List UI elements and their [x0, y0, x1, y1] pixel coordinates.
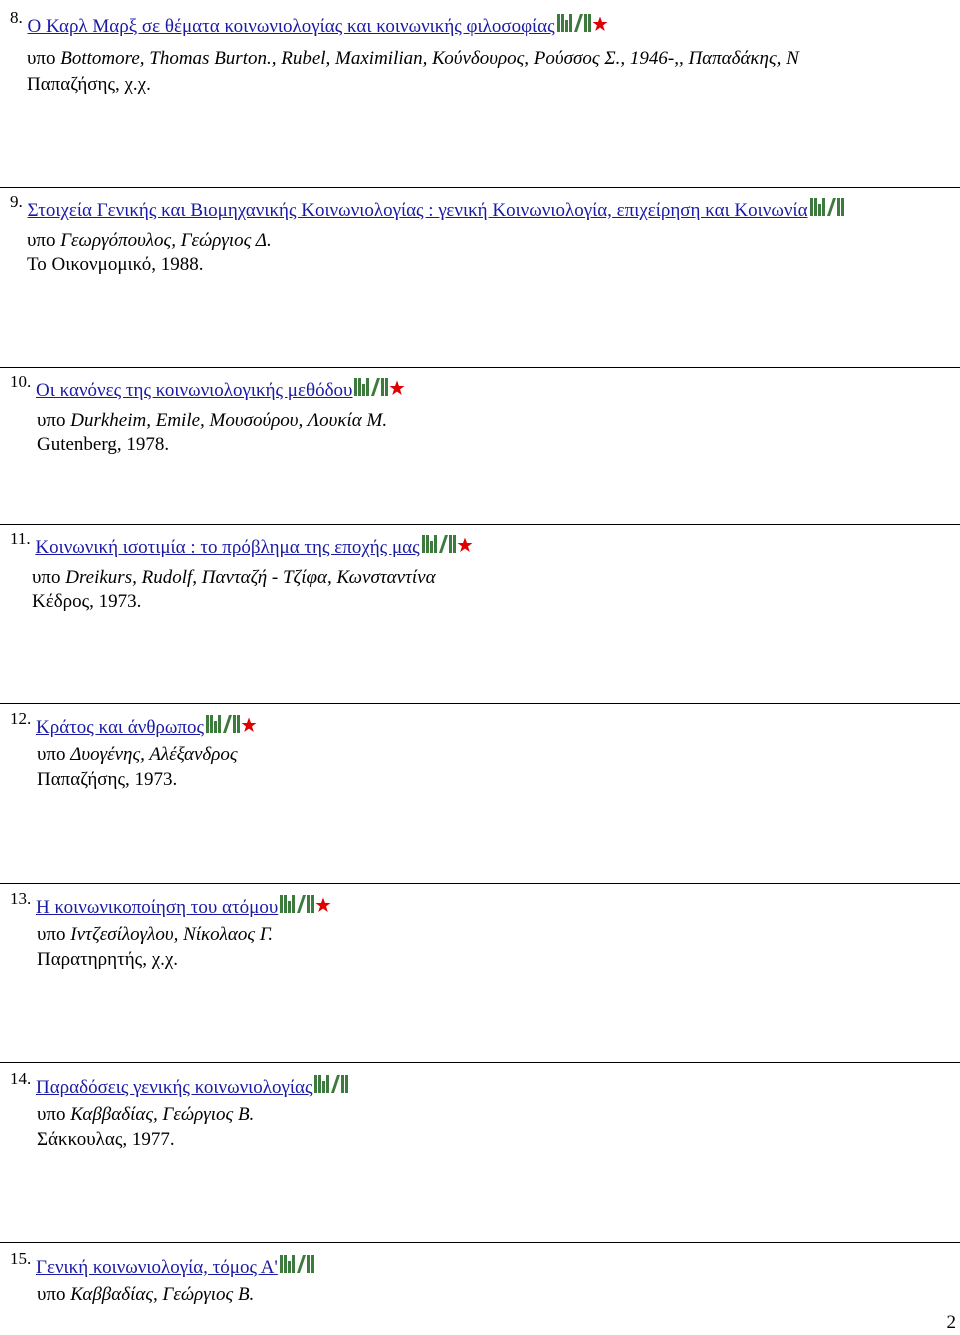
entry-number: 9. — [10, 192, 23, 211]
entry-title-link[interactable]: Στοιχεία Γενικής και Βιομηχανικής Κοινωνιολογίας : γενική Κοινωνιολογία, επιχείρηση και Κοινωνία — [27, 200, 808, 221]
separator — [0, 883, 960, 884]
entry-authors: υπο Δυογένης, Αλέξανδρος — [37, 744, 238, 765]
entry-authors: υπο Καββαδίας, Γεώργιος Β. — [37, 1104, 255, 1125]
entry-number: 14. — [10, 1069, 32, 1088]
star-icon — [315, 896, 331, 920]
entry-title-link[interactable]: Κράτος και άνθρωπος — [36, 717, 205, 738]
entry-number: 10. — [10, 372, 32, 391]
entry-number: 11. — [10, 529, 31, 548]
library-logo-icon[interactable] — [280, 893, 314, 922]
separator — [0, 703, 960, 704]
library-logo-icon[interactable] — [810, 196, 844, 225]
star-icon — [592, 15, 608, 39]
entry-authors: υπο Durkheim, Emile, Μουσούρου, Λουκία Μ. — [37, 410, 388, 431]
entry-publisher: Σάκκουλας, 1977. — [37, 1129, 175, 1150]
entry-number: 15. — [10, 1249, 32, 1268]
entry-title-link[interactable]: Κοινωνική ισοτιμία : το πρόβλημα της εποχής μας — [35, 537, 420, 558]
library-logo-icon[interactable] — [314, 1073, 348, 1102]
entry-publisher: Παπαζήσης, 1973. — [37, 769, 178, 790]
entry-publisher: Το Οικονμομικό, 1988. — [27, 254, 204, 275]
library-logo-icon[interactable] — [280, 1253, 314, 1282]
entry-authors: υπο Bottomore, Thomas Burton., Rubel, Maximilian, Κούνδουρος, Ρούσσος Σ., 1946-,, Παπαδάκης, Ν — [27, 48, 799, 69]
separator — [0, 187, 960, 188]
entry-authors: υπο Ιντζεσίλογλου, Νίκολαος Γ. — [37, 924, 273, 945]
entry-publisher: Παπαζήσης, χ.χ. — [27, 74, 151, 95]
entry-authors: υπο Dreikurs, Rudolf, Πανταζή - Τζίφα, Κωνσταντίνα — [32, 567, 436, 588]
separator — [0, 524, 960, 525]
entry-title-link[interactable]: Παραδόσεις γενικής κοινωνιολογίας — [36, 1077, 313, 1098]
entry-number: 13. — [10, 889, 32, 908]
library-logo-icon[interactable] — [557, 12, 591, 41]
entry-publisher: Κέδρος, 1973. — [32, 591, 142, 612]
star-icon — [389, 379, 405, 403]
star-icon — [457, 536, 473, 560]
entry-authors: υπο Γεωργόπουλος, Γεώργιος Δ. — [27, 230, 272, 251]
entry-title-link[interactable]: Οι κανόνες της κοινωνιολογικής μεθόδου — [36, 380, 353, 401]
entry-publisher: Παρατηρητής, χ.χ. — [37, 949, 179, 970]
separator — [0, 367, 960, 368]
separator — [0, 1242, 960, 1243]
entry-title-link[interactable]: Η κοινωνικοποίηση του ατόμου — [36, 897, 279, 918]
entry-title-link[interactable]: Γενική κοινωνιολογία, τόμος Α' — [36, 1257, 278, 1278]
star-icon — [241, 716, 257, 740]
library-logo-icon[interactable] — [422, 533, 456, 562]
entry-number: 12. — [10, 709, 32, 728]
library-logo-icon[interactable] — [206, 713, 240, 742]
entry-number: 8. — [10, 8, 23, 27]
page-number: 2 — [946, 1312, 956, 1333]
entry-publisher: Gutenberg, 1978. — [37, 434, 170, 455]
entry-title-link[interactable]: Ο Καρλ Μαρξ σε θέματα κοινωνιολογίας και κοινωνικής φιλοσοφίας — [27, 16, 555, 37]
separator — [0, 1062, 960, 1063]
library-logo-icon[interactable] — [354, 376, 388, 405]
entry-authors: υπο Καββαδίας, Γεώργιος Β. — [37, 1284, 255, 1305]
